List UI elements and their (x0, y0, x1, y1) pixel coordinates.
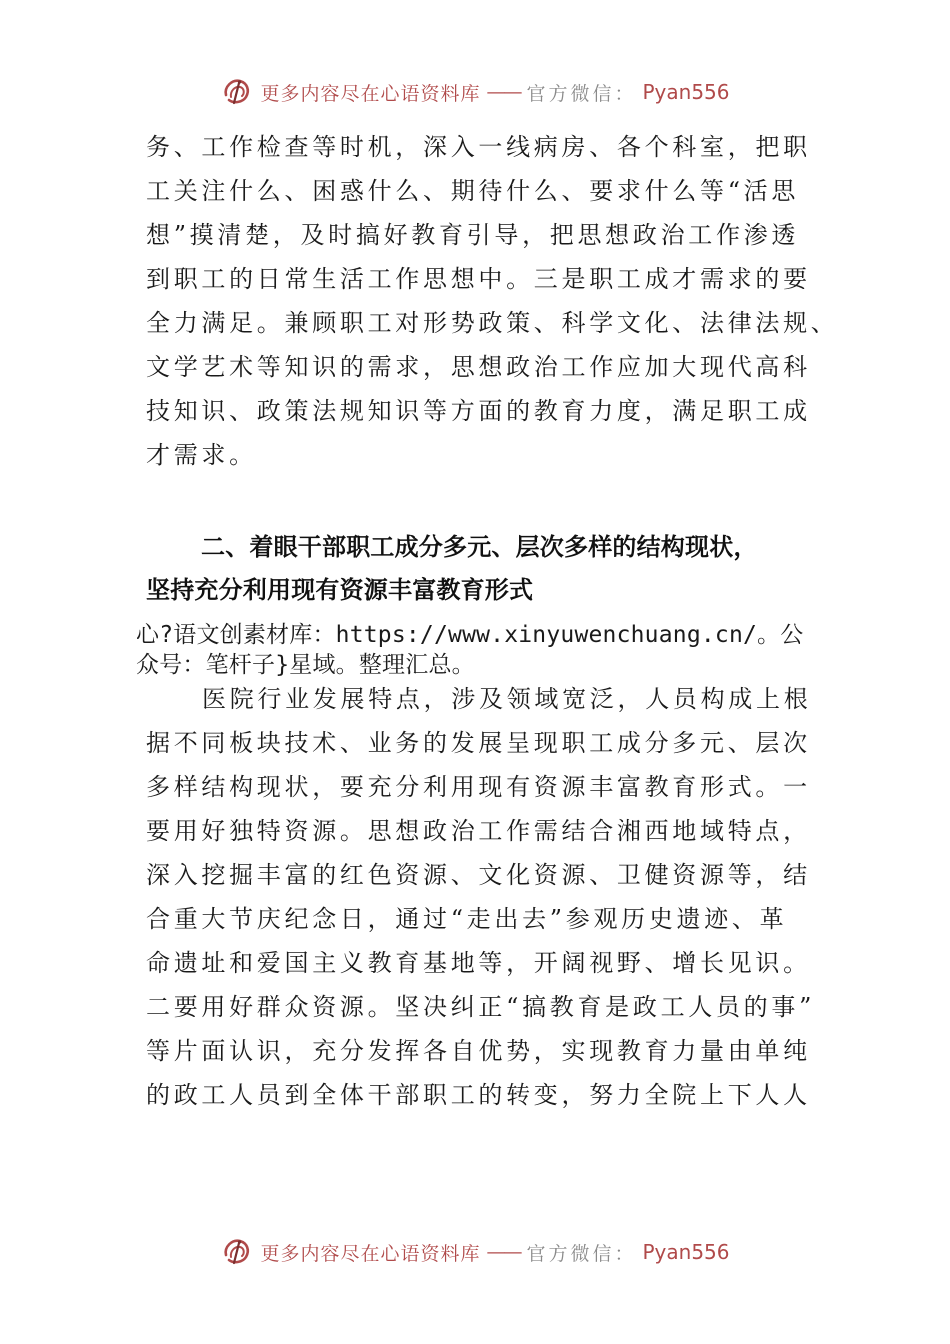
section-heading-line2: 坚持充分利用现有资源丰富教育形式 (146, 576, 534, 604)
brush-swirl-logo-icon (220, 1235, 254, 1269)
paragraph-line: 合重大节庆纪念日，通过“走出去”参观历史遗迹、革 (146, 905, 788, 933)
paragraph-line: 多样结构现状，要充分利用现有资源丰富教育形式。一 (146, 773, 811, 801)
watermark-wechat-id: Pyan556 (642, 1240, 730, 1264)
paragraph-line: 二要用好群众资源。坚决纠正“搞教育是政工人员的事” (146, 993, 816, 1021)
footer-watermark (0, 1232, 950, 1272)
watermark-wechat-label: 官方微信： (526, 82, 637, 105)
paragraph-line: 务、工作检查等时机，深入一线病房、各个科室，把职 (146, 133, 811, 161)
paragraph-line: 的政工人员到全体干部职工的转变，努力全院上下人人 (146, 1081, 811, 1109)
watermark-wechat-id: Pyan556 (642, 80, 730, 104)
brush-swirl-logo-icon (220, 75, 254, 109)
paragraph-line: 想”摸清楚，及时搞好教育引导，把思想政治工作渗透 (146, 221, 800, 249)
source-note-line1: 心?语文创素材库：https://www.xinyuwenchuang.cn/。公 (136, 622, 804, 648)
paragraph-line: 工关注什么、困惑什么、期待什么、要求什么等“活思 (146, 177, 800, 205)
paragraph-line: 到职工的日常生活工作思想中。三是职工成才需求的要 (146, 265, 811, 293)
header-watermark (0, 72, 950, 112)
paragraph-line: 全力满足。兼顾职工对形势政策、科学文化、法律法规、 (146, 309, 839, 337)
watermark-wechat-label: 官方微信： (526, 1242, 637, 1265)
watermark-dash: —— (486, 81, 521, 103)
watermark-text: 更多内容尽在心语资料库 (260, 82, 481, 105)
section-heading-line1: 二、着眼干部职工成分多元、层次多样的结构现状， (201, 533, 758, 561)
source-note-line2: 众号：笔杆子}星域。整理汇总。 (136, 652, 475, 678)
paragraph-line: 深入挖掘丰富的红色资源、文化资源、卫健资源等，结 (146, 861, 811, 889)
paragraph-line: 技知识、政策法规知识等方面的教育力度，满足职工成 (146, 397, 811, 425)
paragraph-line: 据不同板块技术、业务的发展呈现职工成分多元、层次 (146, 729, 811, 757)
paragraph-line: 命遗址和爱国主义教育基地等，开阔视野、增长见识。 (146, 949, 811, 977)
paragraph-line: 文学艺术等知识的需求，思想政治工作应加大现代高科 (146, 353, 811, 381)
watermark-dash: —— (486, 1241, 521, 1263)
paragraph-line: 等片面认识，充分发挥各自优势，实现教育力量由单纯 (146, 1037, 811, 1065)
paragraph-line: 要用好独特资源。思想政治工作需结合湘西地域特点， (146, 817, 811, 845)
paragraph-first-line: 医院行业发展特点，涉及领域宽泛，人员构成上根 (202, 685, 812, 713)
paragraph-line: 才需求。 (146, 441, 257, 469)
watermark-text: 更多内容尽在心语资料库 (260, 1242, 481, 1265)
